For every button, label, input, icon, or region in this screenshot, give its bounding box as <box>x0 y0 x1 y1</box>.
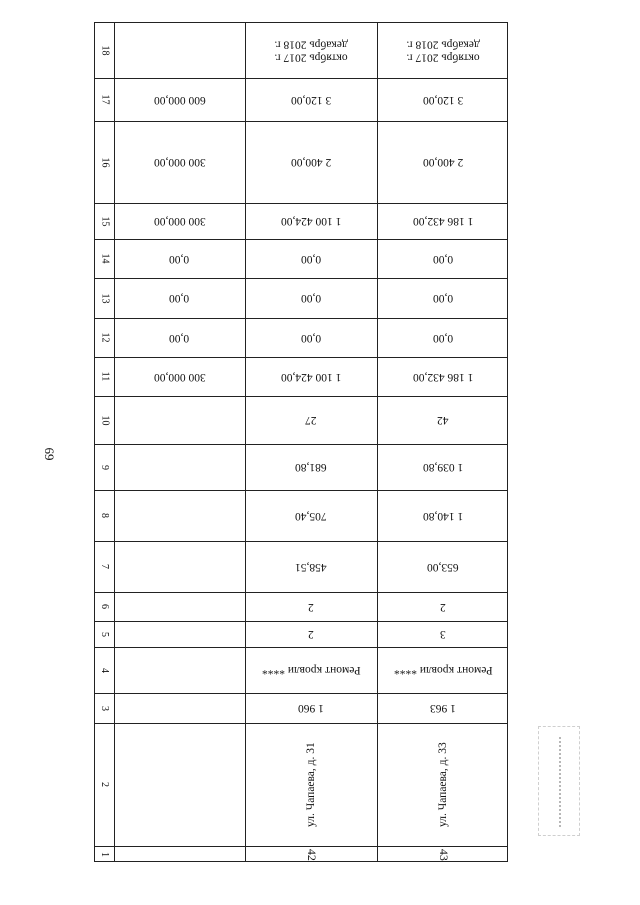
table-cell-c15: 1 186 432,00 <box>412 215 474 228</box>
column-number: 2 <box>99 782 110 787</box>
table-cell-c1: 42 <box>304 848 319 861</box>
table-cell-c17: 3 120,00 <box>422 94 464 107</box>
table-cell-c1: 43 <box>436 848 451 861</box>
table-cell-c9: 681,80 <box>295 461 327 474</box>
table-cell-c9: 1 039,80 <box>422 461 464 474</box>
data-table <box>94 22 508 862</box>
table-cell-c18: октябрь 2017 г. декабрь 2018 г. <box>274 38 348 64</box>
table-cell-c11: 300 000,00 <box>153 371 206 384</box>
table-cell-c16: 300 000,00 <box>153 156 206 169</box>
column-number: 3 <box>99 705 110 711</box>
column-number: 4 <box>99 667 110 673</box>
table-cell-c14: 0,00 <box>169 253 190 266</box>
table-cell-c11: 1 186 432,00 <box>412 371 474 384</box>
column-number: 11 <box>98 371 110 382</box>
table-cell-c6: 2 <box>440 601 446 614</box>
table-cell-c16: 2 400,00 <box>290 156 332 169</box>
table-cell-c7: 458,51 <box>295 561 327 574</box>
column-number: 8 <box>99 513 110 518</box>
column-number: 14 <box>99 253 110 264</box>
column-number: 17 <box>99 94 110 105</box>
table-cell-c8: 1 140,80 <box>422 510 464 523</box>
column-number: 6 <box>99 604 110 609</box>
table-cell-c2: ул. Чапаева, д. 33 <box>436 742 449 827</box>
table-cell-c15: 300 000,00 <box>153 215 206 228</box>
table-cell-c5: 3 <box>440 628 446 641</box>
table-cell-c5: 2 <box>308 628 314 641</box>
table-cell-c4: Ремонт кровли **** <box>393 664 493 677</box>
column-number: 18 <box>99 45 110 56</box>
table-cell-c18: октябрь 2017 г. декабрь 2018 г. <box>406 38 480 64</box>
table-cell-c12: 0,00 <box>432 332 454 345</box>
stamp-mark <box>538 726 580 836</box>
table-cell-c4: Ремонт кровли **** <box>261 664 361 677</box>
table-cell-c7: 653,00 <box>427 561 459 574</box>
table-cell-c15: 1 100 424,00 <box>280 215 342 228</box>
table-cell-c17: 600 000,00 <box>153 94 206 107</box>
column-number: 10 <box>99 415 110 425</box>
table-cell-c11: 1 100 424,00 <box>280 371 342 384</box>
table-cell-c3: 1 960 <box>298 702 324 715</box>
column-number: 13 <box>99 293 110 303</box>
column-number: 16 <box>99 157 110 167</box>
table-cell-c13: 0,00 <box>432 292 454 305</box>
table-cell-c17: 3 120,00 <box>290 94 332 107</box>
table-cell-c8: 705,40 <box>295 510 327 523</box>
column-number: 15 <box>99 216 110 226</box>
table-cell-c12: 0,00 <box>169 332 190 345</box>
table-cell-c2: ул. Чапаева, д. 31 <box>304 742 317 827</box>
table-cell-c14: 0,00 <box>432 253 454 266</box>
table-cell-c3: 1 963 <box>430 702 456 715</box>
column-number: 5 <box>99 631 110 637</box>
column-number: 7 <box>99 564 110 569</box>
table-cell-c13: 0,00 <box>169 292 190 305</box>
table-cell-c14: 0,00 <box>300 253 322 266</box>
column-number: 1 <box>99 852 110 857</box>
column-number: 12 <box>99 332 110 343</box>
page-number: 69 <box>42 447 57 461</box>
table-cell-c13: 0,00 <box>300 292 322 305</box>
table-cell-c6: 2 <box>308 601 314 614</box>
table-cell-c16: 2 400,00 <box>422 156 464 169</box>
table-cell-c10: 27 <box>305 414 317 427</box>
table-cell-c12: 0,00 <box>300 332 322 345</box>
column-number: 9 <box>99 464 110 470</box>
table-cell-c10: 42 <box>437 414 449 427</box>
